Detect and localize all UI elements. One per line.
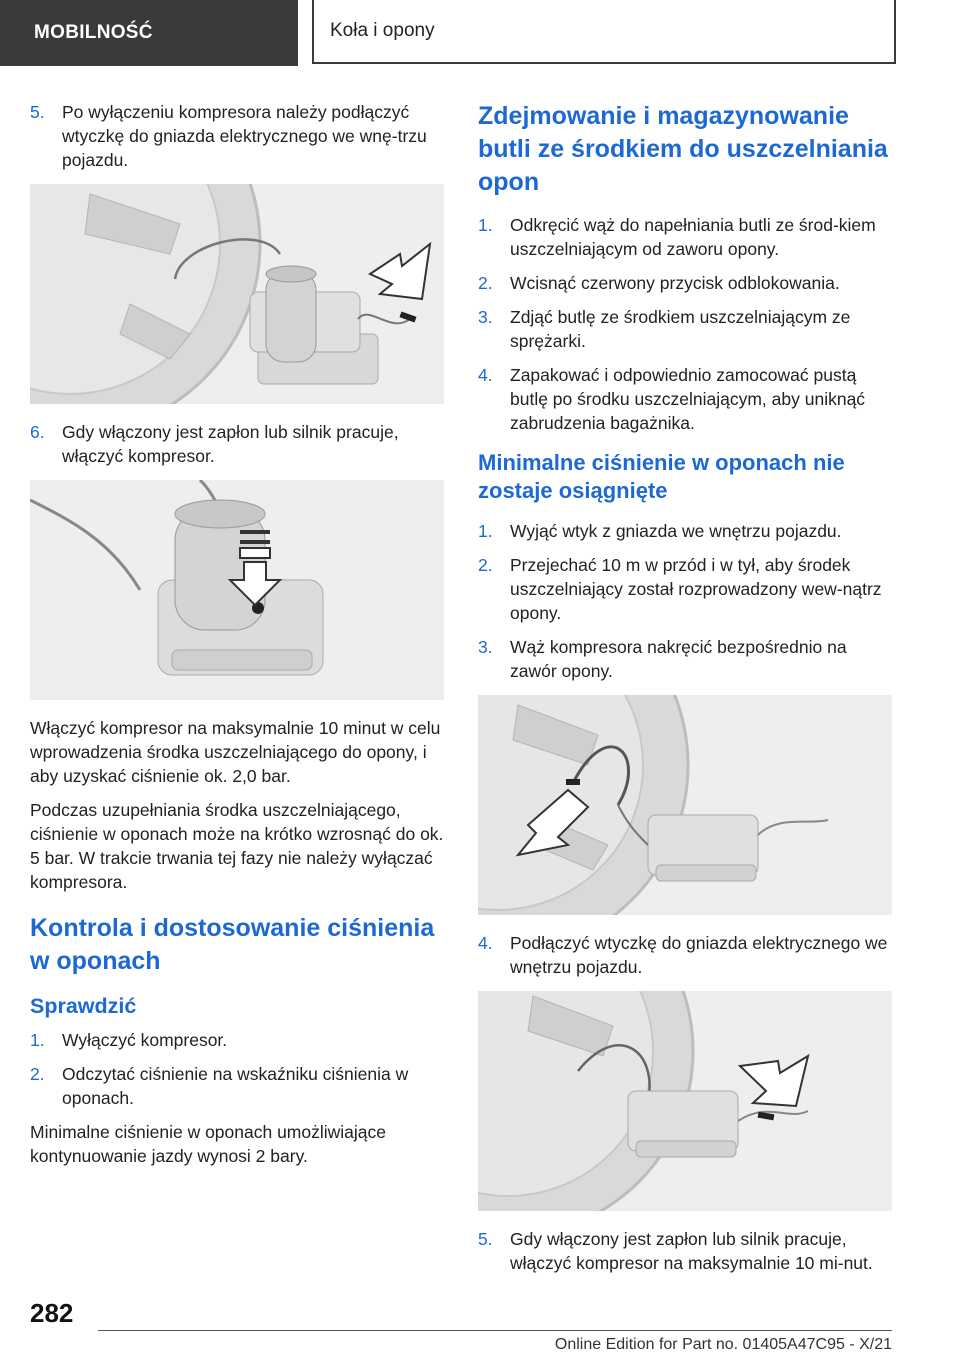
heading-min-pressure-not-reached: Minimalne ciśnienie w oponach nie zostaje osiągnięte [478, 450, 845, 503]
step-number: 1. [478, 215, 493, 235]
step-number: 2. [478, 273, 493, 293]
step-text: Zdjąć butlę ze środkiem uszczelniającym ze sprężarki. [510, 307, 851, 351]
hose-valve-illustration [478, 695, 892, 915]
step-number: 2. [30, 1064, 45, 1084]
figure-plug-socket [478, 991, 892, 1211]
min-step [478, 553, 892, 625]
paragraph-run-compressor: Włączyć kompresor na maksymalnie 10 minut w celu wprowadzenia środka uszczelniającego do opony, i aby uzyskać ciśnienie ok. 2,0 bar. [30, 718, 441, 786]
step-6-left [30, 420, 444, 468]
step-text: Po wyłączeniu kompresora należy podłączyć wtyczkę do gniazda elektrycznego we wnę-trzu pojazdu. [62, 102, 427, 170]
step-number: 3. [478, 637, 493, 657]
left-column [30, 100, 444, 1178]
step-number: 5. [30, 102, 45, 122]
step-number: 4. [478, 365, 493, 385]
step-text: Wcisnąć czerwony przycisk odblokowania. [510, 273, 840, 293]
remove-step [478, 271, 892, 295]
heading-check-adjust-pressure: Kontrola i dostosowanie ciśnienia w oponach [30, 914, 435, 975]
step-number: 1. [478, 521, 493, 541]
step-text: Wyłączyć kompresor. [62, 1030, 228, 1050]
paragraph-pressure-rise: Podczas uzupełniania środka uszczelniającego, ciśnienie w oponach może na krótko wzrosnąć do ok. 5 bar. W trakcie trwania tej fazy nie należy wyłączać kompresora. [30, 800, 444, 892]
step-text: Zapakować i odpowiednio zamocować pustą butlę po środku uszczelniającym, aby uniknąć zabrudzenia bagażnika. [510, 365, 866, 433]
step-4-right [478, 931, 892, 979]
step-text: Odkręcić wąż do napełniania butli ze środ-kiem uszczelniającym od zaworu opony. [510, 215, 876, 259]
right-column [478, 100, 892, 1285]
step-text: Gdy włączony jest zapłon lub silnik pracuje, włączyć kompresor na maksymalnie 10 mi-nut. [510, 1229, 873, 1273]
step-number: 3. [478, 307, 493, 327]
check-step [30, 1028, 444, 1052]
subheading-check: Sprawdzić [30, 994, 137, 1018]
step-number: 6. [30, 422, 45, 442]
remove-step [478, 305, 892, 353]
footer-edition: Online Edition for Part no. 01405A47C95 - X/21 [554, 1336, 892, 1353]
step-number: 4. [478, 933, 493, 953]
step-text: Odczytać ciśnienie na wskaźniku ciśnienia w oponach. [62, 1064, 409, 1108]
step-text: Przejechać 10 m w przód i w tył, aby środek uszczelniający został rozprowadzony wew-nątrz opony. [510, 555, 882, 623]
step-number: 2. [478, 555, 493, 575]
min-step [478, 519, 892, 543]
check-step [30, 1062, 444, 1110]
compressor-tire-illustration [30, 184, 444, 404]
heading-remove-store-bottle: Zdejmowanie i magazynowanie butli ze środkiem do uszczelniania opon [478, 102, 888, 196]
section-label: MOBILNOŚĆ [0, 0, 298, 66]
figure-hose-to-valve [478, 695, 892, 915]
step-text: Wyjąć wtyk z gniazda we wnętrzu pojazdu. [510, 521, 842, 541]
step-text: Wąż kompresora nakręcić bezpośrednio na zawór opony. [510, 637, 847, 681]
step-text: Podłączyć wtyczkę do gniazda elektrycznego we wnętrzu pojazdu. [510, 933, 888, 977]
remove-step [478, 363, 892, 435]
min-step [478, 635, 892, 683]
figure-compressor-tire-plug [30, 184, 444, 404]
plug-socket-illustration [478, 991, 892, 1211]
step-number: 5. [478, 1229, 493, 1249]
step-number: 1. [30, 1030, 45, 1050]
step-5-right [478, 1227, 892, 1275]
chapter-label: Koła i opony [312, 0, 896, 64]
footer-divider [98, 1330, 892, 1331]
step-5-left [30, 100, 444, 172]
page-number: 282 [30, 1298, 74, 1328]
page-header [0, 0, 960, 66]
remove-step [478, 213, 892, 261]
figure-compressor-switch [30, 480, 444, 700]
paragraph-min-pressure: Minimalne ciśnienie w oponach umożliwiające kontynuowanie jazdy wynosi 2 bary. [30, 1122, 387, 1166]
step-text: Gdy włączony jest zapłon lub silnik pracuje, włączyć kompresor. [62, 422, 399, 466]
compressor-switch-illustration [30, 480, 444, 700]
